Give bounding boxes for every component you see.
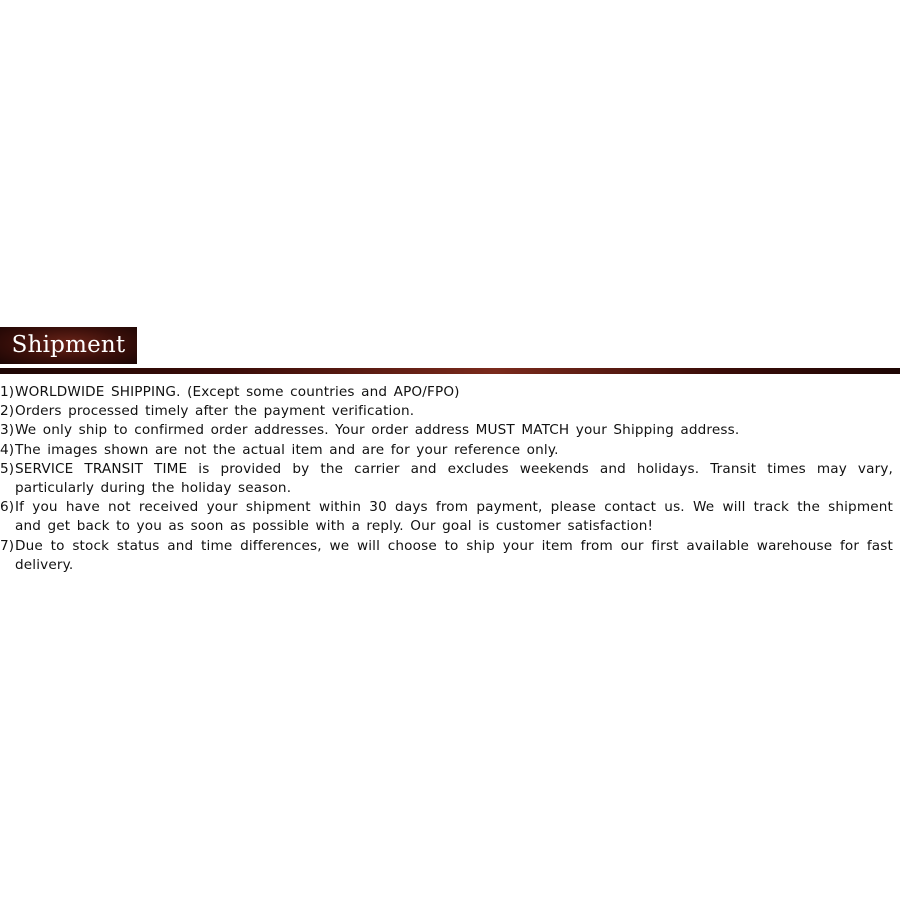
term-item-7 <box>0 537 893 575</box>
term-number: 2) <box>0 403 15 420</box>
term-item-5 <box>0 460 893 498</box>
term-text: We only ship to confirmed order addresses. Your order address MUST MATCH your Shipping address. <box>15 422 740 439</box>
term-number: 3) <box>0 422 15 439</box>
term-number: 7) <box>0 537 15 554</box>
shipping-terms-list <box>0 383 893 575</box>
term-item-3 <box>0 421 893 440</box>
term-item-4 <box>0 441 893 460</box>
term-text: Orders processed timely after the payment verification. <box>15 403 415 420</box>
term-text: If you have not received your shipment within 30 days from payment, please contact us. We will track the shipment and get back to you as soon as possible with a reply. Our goal is customer satisfaction! <box>15 499 893 535</box>
term-number: 4) <box>0 441 15 458</box>
section-divider <box>0 368 900 374</box>
term-number: 5) <box>0 460 15 477</box>
term-text: SERVICE TRANSIT TIME is provided by the carrier and excludes weekends and holidays. Transit times may vary, particularly during the holiday season. <box>15 460 893 497</box>
section-title: Shipment <box>11 332 126 358</box>
term-number: 1) <box>0 384 15 400</box>
section-header-tab <box>0 327 137 364</box>
term-text: Due to stock status and time differences, we will choose to ship your item from our first available warehouse for fast delivery. <box>15 537 893 573</box>
term-item-2 <box>0 402 893 421</box>
term-item-1 <box>0 383 893 402</box>
term-text: WORLDWIDE SHIPPING. (Except some countries and APO/FPO) <box>15 384 460 400</box>
term-text: The images shown are not the actual item and are for your reference only. <box>15 441 559 458</box>
term-item-6 <box>0 498 893 536</box>
term-number: 6) <box>0 499 15 516</box>
